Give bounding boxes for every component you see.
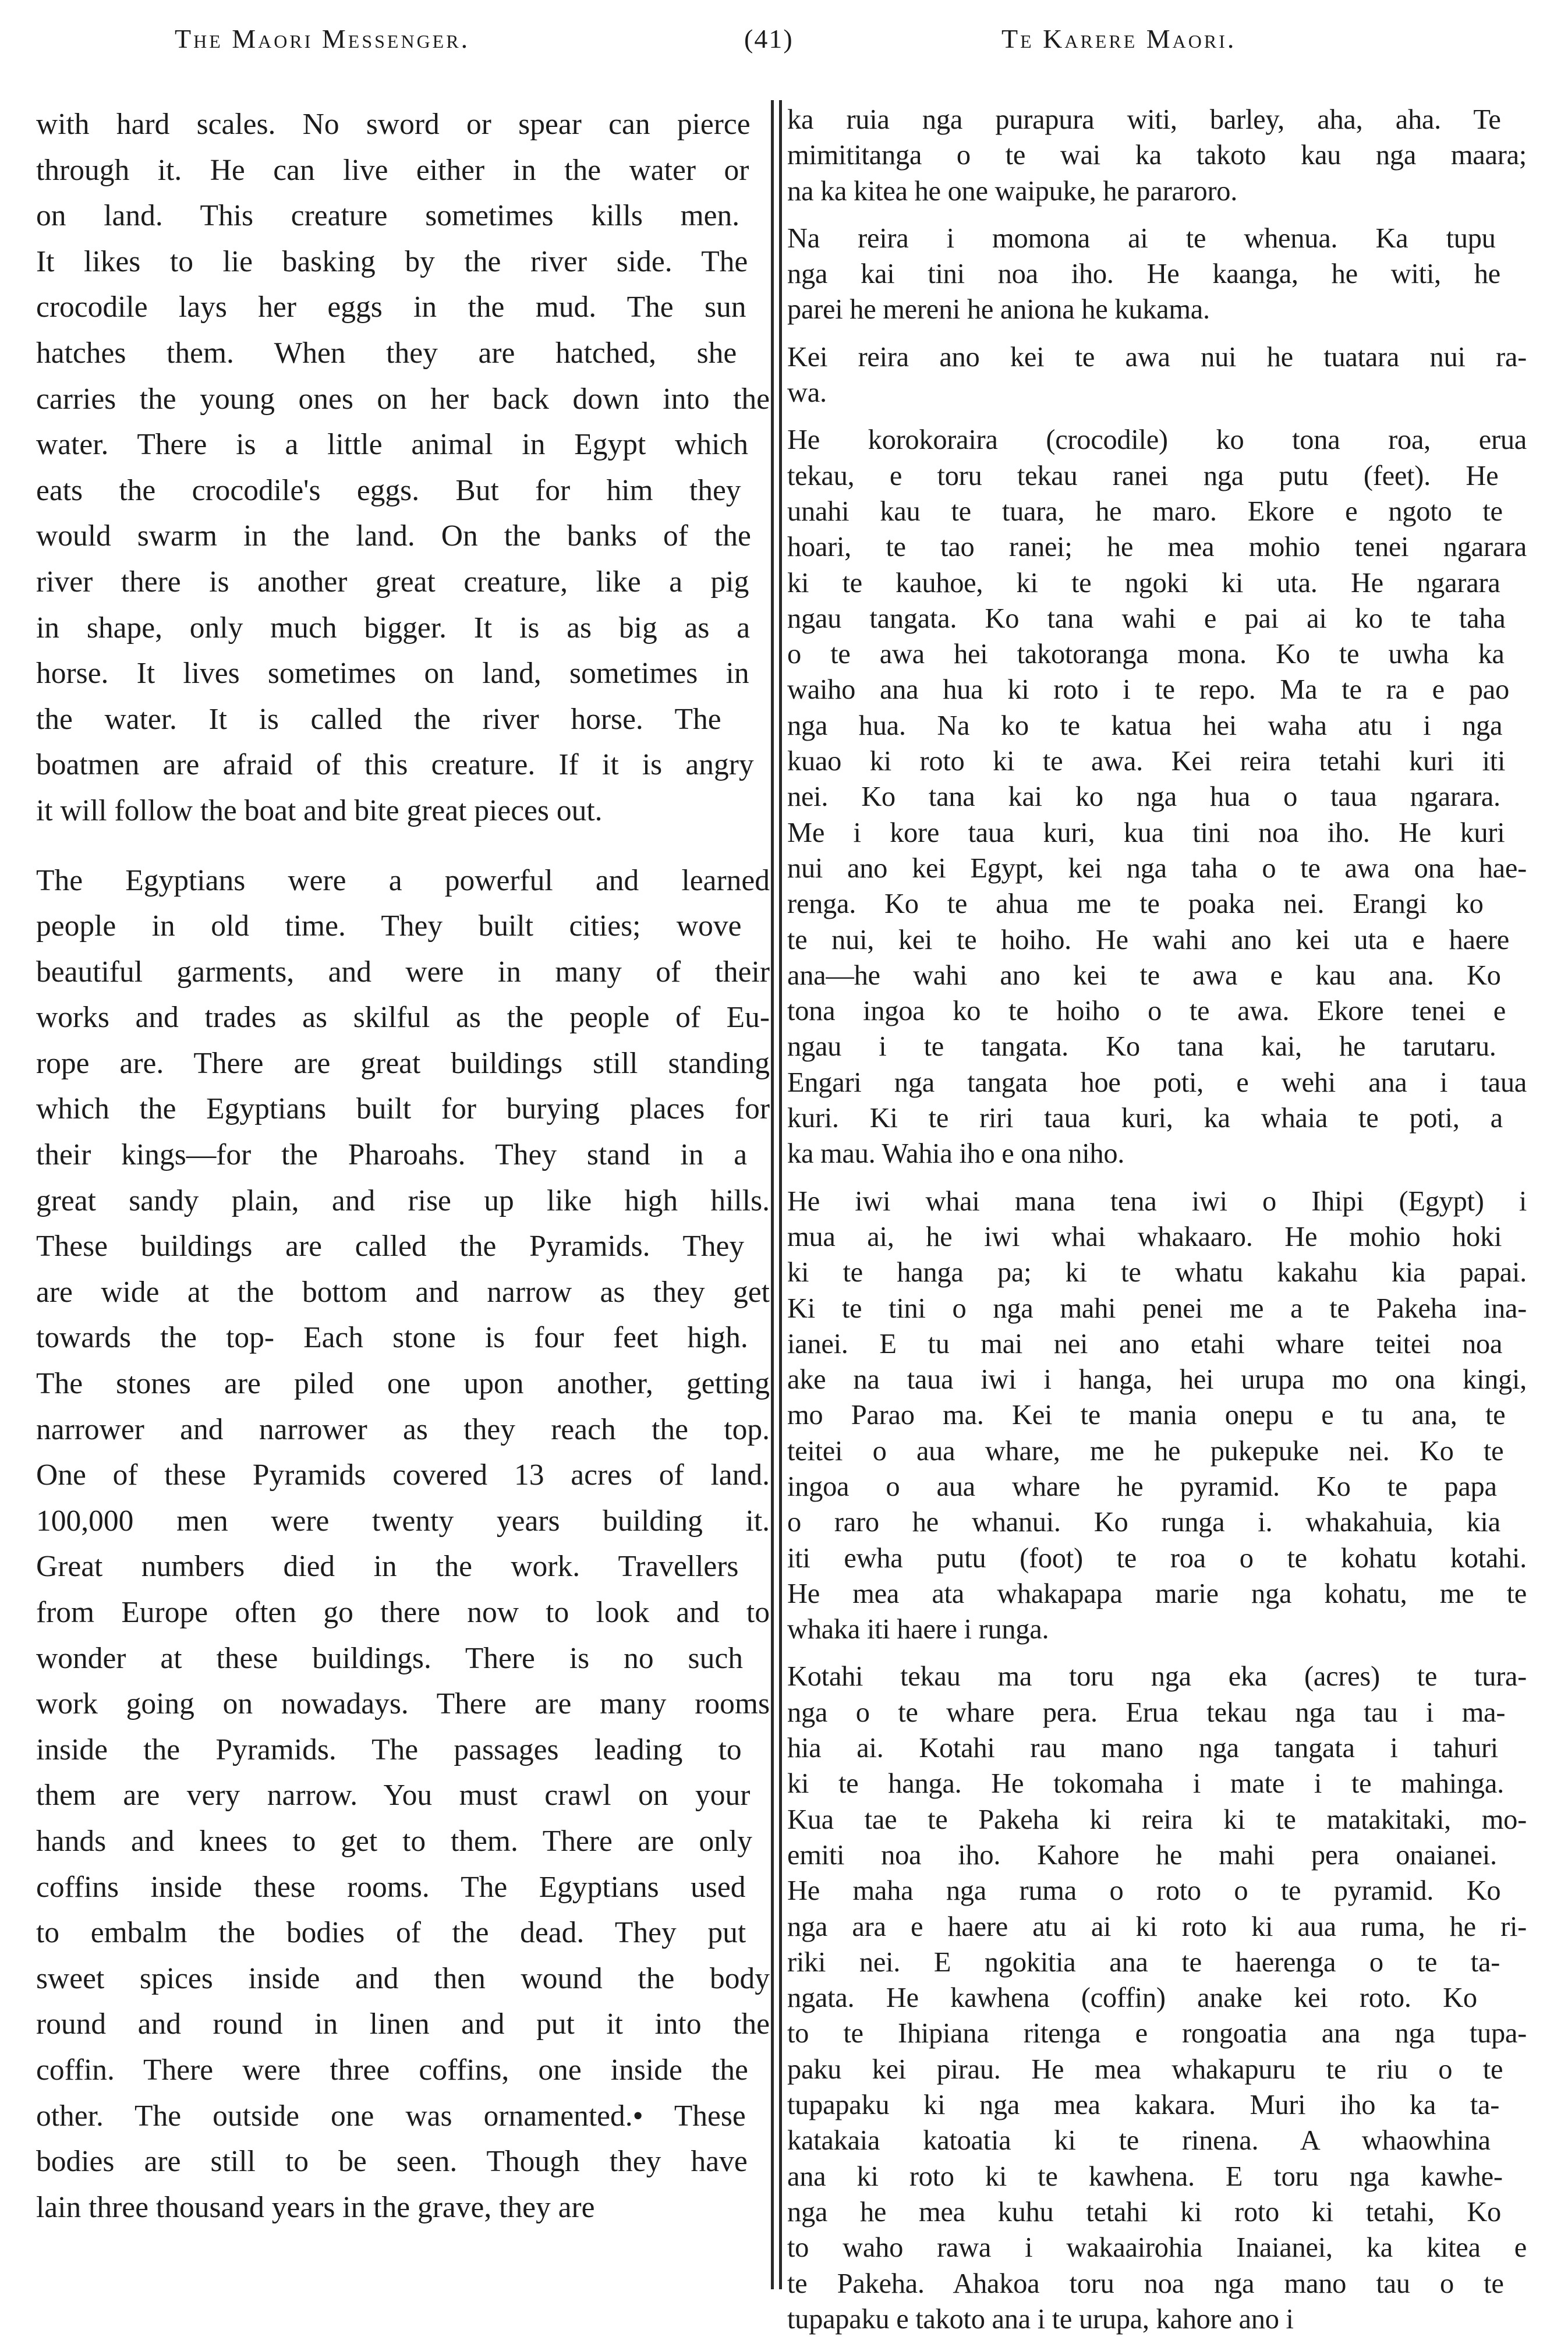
text-line: waiho ana hua ki roto i te repo. Ma te ra e pao: [787, 674, 1509, 706]
text-line: would swarm in the land. On the banks of the: [36, 519, 751, 553]
text-line: Ki te tini o nga mahi penei me a te Pakeha ina-: [787, 1293, 1527, 1324]
text-line: tona ingoa ko te hoiho o te awa. Ekore tenei e: [787, 996, 1506, 1027]
text-line: narrower and narrower as they reach the top.: [36, 1412, 770, 1446]
text-line: katakaia katoatia ki te rinena. A whaowhina: [787, 2125, 1491, 2157]
text-line: tekau, e toru tekau ranei nga putu (feet). He: [787, 460, 1499, 491]
maori-paragraph: [787, 422, 1527, 1171]
text-line: te nui, kei te hoiho. He wahi ano kei uta e haere: [787, 924, 1510, 955]
text-line: nui ano kei Egypt, kei nga taha o te awa ona hae-: [787, 852, 1527, 884]
maori-paragraph: [787, 102, 1527, 209]
text-line: coffins inside these rooms. The Egyptians used: [36, 1870, 746, 1904]
text-line: ana ki roto ki te kawhena. E toru nga kawhe-: [787, 2161, 1503, 2192]
text-line: people in old time. They built cities; wove: [36, 909, 742, 943]
text-line: Kei reira ano kei te awa nui he tuatara nui ra-: [787, 341, 1527, 373]
text-line: nga ara e haere atu ai ki roto ki aua ruma, he ri-: [787, 1911, 1527, 1942]
text-line: The stones are piled one upon another, getting: [36, 1367, 770, 1401]
text-line: nga kai tini noa iho. He kaanga, he witi, he: [787, 259, 1500, 290]
text-line: He mea ata whakapapa marie nga kohatu, me te: [787, 1578, 1527, 1609]
text-line: great sandy plain, and rise up like high hills.: [36, 1184, 770, 1217]
text-line: ingoa o aua whare he pyramid. Ko te papa: [787, 1471, 1497, 1502]
text-line: to embalm the bodies of the dead. They put: [36, 1916, 746, 1950]
text-line: them are very narrow. You must crawl on your: [36, 1779, 751, 1812]
text-line: ana—he wahi ano kei te awa e kau ana. Ko: [787, 959, 1501, 991]
text-line: nei. Ko tana kai ko nga hua o taua ngarara.: [787, 781, 1500, 813]
english-paragraph: [36, 102, 770, 834]
text-line: mua ai, he iwi whai whakaaro. He mohio hoki: [787, 1221, 1502, 1252]
text-line: hoari, te tao ranei; he mea mohio tenei ngarara: [787, 532, 1527, 563]
text-line: kuao ki roto ki te awa. Kei reira tetahi kuri iti: [787, 746, 1506, 777]
text-line: eats the crocodile's eggs. But for him they: [36, 473, 741, 507]
maori-paragraph: [787, 339, 1527, 411]
text-line: with hard scales. No sword or spear can pierce: [36, 108, 751, 141]
text-line: which the Egyptians built for burying places for: [36, 1092, 770, 1126]
text-line: whaka iti haere i runga.: [787, 1614, 1049, 1645]
text-line: ka mau. Wahia iho e ona niho.: [787, 1138, 1125, 1170]
text-line: coffin. There were three coffins, one inside the: [36, 2053, 748, 2087]
text-line: na ka kitea he one waipuke, he pararoro.: [787, 175, 1238, 207]
text-line: The Egyptians were a powerful and learned: [36, 863, 770, 897]
text-line: towards the top- Each stone is four feet high.: [36, 1321, 748, 1355]
text-line: sweet spices inside and then wound the body: [36, 1961, 770, 1995]
text-line: parei he mereni he aniona he kukama.: [787, 294, 1210, 325]
text-line: rope are. There are great buildings still standing: [36, 1046, 770, 1080]
text-line: 100,000 men were twenty years building it.: [36, 1504, 770, 1538]
text-line: Engari nga tangata hoe poti, e wehi ana i taua: [787, 1067, 1527, 1098]
maori-paragraph: [787, 1184, 1527, 1648]
column-divider-left: [771, 100, 774, 2289]
text-line: work going on nowadays. There are many rooms: [36, 1687, 770, 1721]
text-line: it will follow the boat and bite great pieces out.: [36, 794, 603, 827]
text-line: Kua tae te Pakeha ki reira ki te matakitaki, mo-: [787, 1804, 1527, 1835]
text-line: ki te hanga pa; ki te whatu kakahu kia papai.: [787, 1257, 1527, 1288]
text-line: ngau tangata. Ko tana wahi e pai ai ko te taha: [787, 603, 1506, 634]
text-line: Kotahi tekau ma toru nga eka (acres) te tura-: [787, 1661, 1527, 1692]
text-line: ngata. He kawhena (coffin) anake kei roto. Ko: [787, 1982, 1477, 2014]
text-line: ki te kauhoe, ki te ngoki ki uta. He ngarara: [787, 567, 1500, 599]
text-line: nga hua. Na ko te katua hei waha atu i nga: [787, 710, 1503, 741]
text-line: on land. This creature sometimes kills men.: [36, 199, 740, 233]
text-line: tupapaku e takoto ana i te urupa, kahore ano i: [787, 2303, 1294, 2335]
text-line: their kings—for the Pharoahs. They stand in a: [36, 1138, 748, 1172]
text-line: river there is another great creature, like a pig: [36, 565, 749, 599]
text-line: other. The outside one was ornamented.• These: [36, 2099, 746, 2133]
text-line: boatmen are afraid of this creature. If it is angry: [36, 748, 754, 782]
text-line: riki nei. E ngokitia ana te haerenga o te ta-: [787, 1946, 1500, 1978]
text-line: carries the young ones on her back down into the: [36, 382, 770, 416]
text-line: ka ruia nga purapura witi, barley, aha, aha. Te: [787, 104, 1501, 135]
text-line: bodies are still to be seen. Though they have: [36, 2145, 748, 2179]
text-line: the water. It is called the river horse. The: [36, 702, 721, 736]
text-line: He iwi whai mana tena iwi o Ihipi (Egypt) i: [787, 1185, 1527, 1217]
text-line: wonder at these buildings. There is no such: [36, 1641, 743, 1675]
text-line: works and trades as skilful as the people of Eu-: [36, 1001, 770, 1035]
text-line: in shape, only much bigger. It is as big as a: [36, 611, 751, 645]
text-line: round and round in linen and put it into the: [36, 2007, 770, 2041]
text-line: te Pakeha. Ahakoa toru noa nga mano tau o te: [787, 2268, 1504, 2299]
text-line: to waho rawa i wakaairohia Inaianei, ka kitea e: [787, 2232, 1527, 2264]
page-number: (41): [744, 24, 794, 54]
text-line: wa.: [787, 377, 827, 409]
text-line: water. There is a little animal in Egypt which: [36, 428, 749, 462]
maori-paragraph: [787, 1659, 1527, 2337]
text-line: paku kei pirau. He mea whakapuru te riu o te: [787, 2053, 1503, 2085]
text-line: ianei. E tu mai nei ano etahi whare teitei noa: [787, 1328, 1503, 1359]
maori-masthead: Te Karere Maori.: [1001, 24, 1237, 54]
text-line: hands and knees to get to them. There are only: [36, 1824, 753, 1858]
text-line: It likes to lie basking by the river side. The: [36, 245, 748, 278]
text-line: kuri. Ki te riri taua kuri, ka whaia te poti, a: [787, 1103, 1503, 1134]
text-line: emiti noa iho. Kahore he mahi pera onaianei.: [787, 1839, 1497, 1871]
text-line: nga o te whare pera. Erua tekau nga tau i ma-: [787, 1697, 1506, 1728]
text-line: horse. It lives sometimes on land, sometimes in: [36, 657, 749, 691]
text-line: through it. He can live either in the water or: [36, 153, 749, 187]
text-line: teitei o aua whare, me he pukepuke nei. Ko te: [787, 1435, 1504, 1467]
text-line: renga. Ko te ahua me te poaka nei. Erangi ko: [787, 888, 1484, 920]
english-paragraph: [36, 858, 770, 2231]
text-line: ngau i te tangata. Ko tana kai, he tarutaru.: [787, 1031, 1496, 1063]
text-line: mo Parao ma. Kei te mania onepu e tu ana, te: [787, 1400, 1506, 1431]
english-masthead: The Maori Messenger.: [175, 24, 470, 54]
text-line: He maha nga ruma o roto o te pyramid. Ko: [787, 1875, 1501, 1907]
text-line: These buildings are called the Pyramids. They: [36, 1230, 745, 1263]
text-line: nga he mea kuhu tetahi ki roto ki tetahi, Ko: [787, 2196, 1501, 2228]
text-line: One of these Pyramids covered 13 acres of land.: [36, 1458, 770, 1492]
text-line: hatches them. When they are hatched, she: [36, 336, 737, 370]
text-line: iti ewha putu (foot) te roa o te kohatu kotahi.: [787, 1542, 1527, 1574]
text-line: inside the Pyramids. The passages leading to: [36, 1733, 742, 1766]
text-line: o te awa hei takotoranga mona. Ko te uwha ka: [787, 639, 1505, 670]
text-line: from Europe often go there now to look and to: [36, 1596, 770, 1629]
text-line: Na reira i momona ai te whenua. Ka tupu: [787, 222, 1496, 254]
text-line: beautiful garments, and were in many of their: [36, 955, 770, 989]
text-line: hia ai. Kotahi rau mano nga tangata i tahuri: [787, 1733, 1498, 1764]
text-line: are wide at the bottom and narrow as they get: [36, 1275, 770, 1309]
text-line: unahi kau te tuara, he maro. Ekore e ngoto te: [787, 495, 1503, 527]
text-line: to te Ihipiana ritenga e rongoatia ana nga tupa-: [787, 2018, 1527, 2049]
text-line: tupapaku ki nga mea kakara. Muri iho ka ta-: [787, 2090, 1500, 2121]
page-header: [0, 23, 1568, 76]
maori-column: [787, 102, 1527, 2337]
text-line: Great numbers died in the work. Travellers: [36, 1550, 739, 1584]
text-line: lain three thousand years in the grave, they are: [36, 2190, 595, 2224]
text-line: mimititanga o te wai ka takoto kau nga maara;: [787, 140, 1527, 171]
text-line: He korokoraira (crocodile) ko tona roa, erua: [787, 424, 1527, 456]
column-divider-right: [779, 100, 782, 2289]
maori-paragraph: [787, 221, 1527, 328]
english-column: [36, 102, 770, 2230]
text-line: ki te hanga. He tokomaha i mate i te mahinga.: [787, 1768, 1504, 1800]
text-line: o raro he whanui. Ko runga i. whakahuia, kia: [787, 1507, 1500, 1538]
text-line: ake na taua iwi i hanga, hei urupa mo ona kingi,: [787, 1364, 1527, 1396]
text-line: Me i kore taua kuri, kua tini noa iho. He kuri: [787, 817, 1505, 848]
text-line: crocodile lays her eggs in the mud. The sun: [36, 291, 746, 324]
